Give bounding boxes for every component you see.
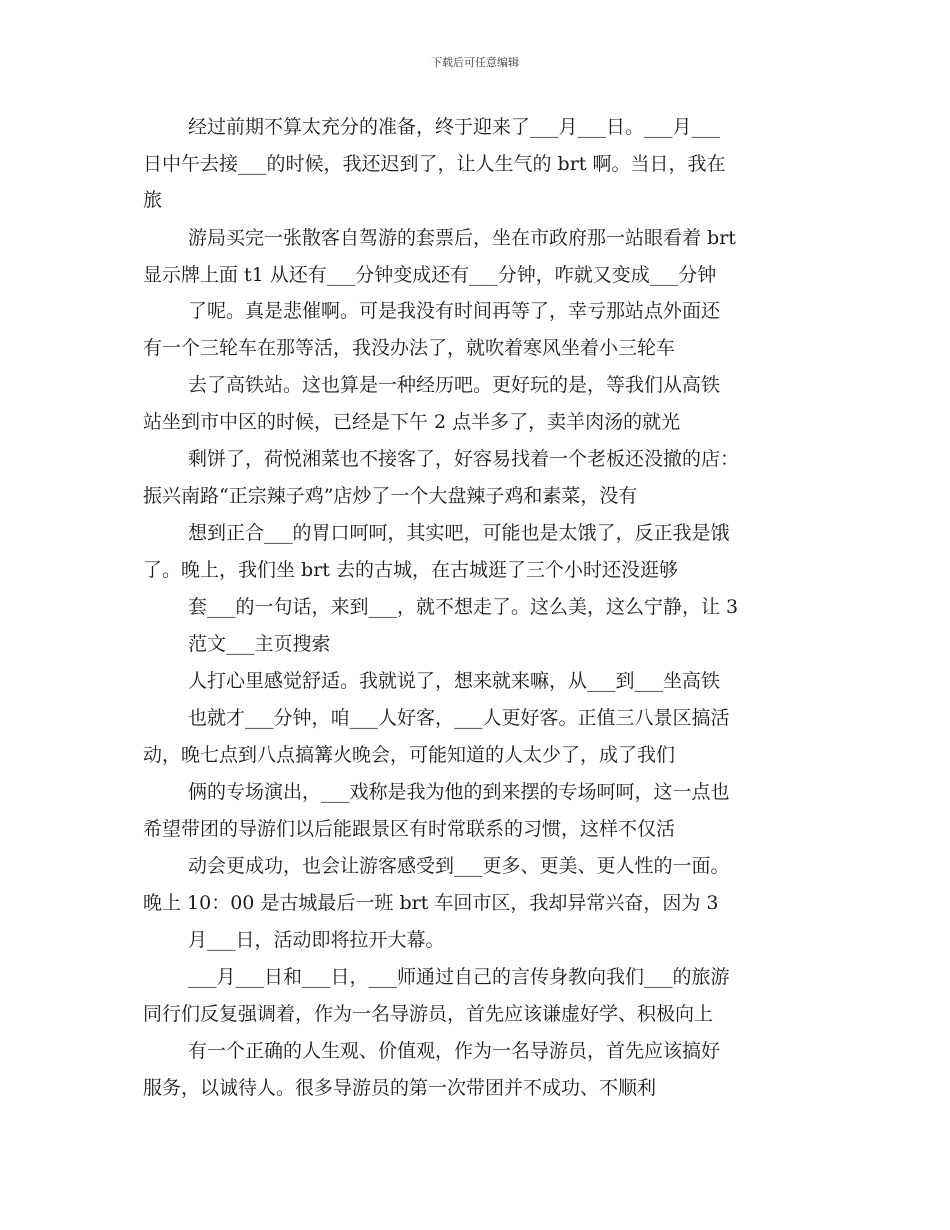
- text-line: 也就才___分钟，咱___人好客，___人更好客。正值三八景区搞活: [188, 707, 730, 729]
- text-line: 了。晚上，我们坐 brt 去的古城，在古城逛了三个小时还没逛够: [143, 559, 678, 581]
- text-line: 服务，以诚待人。很多导游员的第一次带团并不成功、不顺利: [143, 1077, 657, 1099]
- text-line: 月___日，活动即将拉开大幕。: [188, 929, 445, 951]
- text-line: 经过前期不算太充分的准备，终于迎来了___月___日。___月___: [188, 116, 721, 138]
- text-line: 同行们反复强调着，作为一名导游员，首先应该谦虚好学、积极向上: [143, 1003, 714, 1025]
- text-line: 晚上 10：00 是古城最后一班 brt 车回市区，我却异常兴奋，因为 3: [143, 892, 719, 914]
- text-line: 俩的专场演出，___戏称是我为他的到来摆的专场呵呵，这一点也: [188, 781, 730, 803]
- text-line: 有一个三轮车在那等活，我没办法了，就吹着寒风坐着小三轮车: [143, 337, 676, 359]
- text-line: 范文___主页搜索: [188, 633, 331, 655]
- text-line: 去了高铁站。这也算是一种经历吧。更好玩的是，等我们从高铁: [188, 374, 721, 396]
- text-line: 站坐到市中区的时候，已经是下午 2 点半多了，卖羊肉汤的就光: [143, 411, 681, 433]
- text-line: 日中午去接___的时候，我还迟到了，让人生气的 brt 啊。当日，我在: [143, 153, 726, 175]
- text-line: 套___的一句话，来到___，就不想走了。这么美，这么宁静，让 3: [188, 596, 739, 618]
- text-line: 希望带团的导游们以后能跟景区有时常联系的习惯，这样不仅活: [143, 818, 676, 840]
- page-header: 下载后可任意编辑: [431, 56, 519, 69]
- text-line: ___月___日和___日，___师通过自己的言传身教向我们___的旅游: [188, 966, 730, 988]
- text-line: 剩饼了，荷悦湘菜也不接客了，好容易找着一个老板还没撤的店：: [188, 448, 740, 470]
- text-line: 动会更成功，也会让游客感受到___更多、更美、更人性的一面。: [188, 855, 730, 877]
- text-line: 动，晚七点到八点搞篝火晚会，可能知道的人太少了，成了我们: [143, 744, 676, 766]
- text-line: 显示牌上面 t1 从还有___分钟变成还有___分钟，咋就又变成___分钟: [143, 264, 717, 286]
- text-line: 了呢。真是悲催啊。可是我没有时间再等了，幸亏那站点外面还: [188, 300, 721, 322]
- text-line: 游局买完一张散客自驾游的套票后，坐在市政府那一站眼看着 brt: [188, 227, 736, 249]
- text-line: 想到正合___的胃口呵呵，其实吧，可能也是太饿了，反正我是饿: [188, 522, 730, 544]
- text-line: 人打心里感觉舒适。我就说了，想来就来嘛，从___到___坐高铁: [188, 670, 721, 692]
- text-line: 有一个正确的人生观、价值观，作为一名导游员，首先应该搞好: [188, 1040, 721, 1062]
- text-line: 振兴南路“正宗辣子鸡”店炒了一个大盘辣子鸡和素菜，没有: [143, 485, 638, 507]
- text-line: 旅: [143, 189, 163, 211]
